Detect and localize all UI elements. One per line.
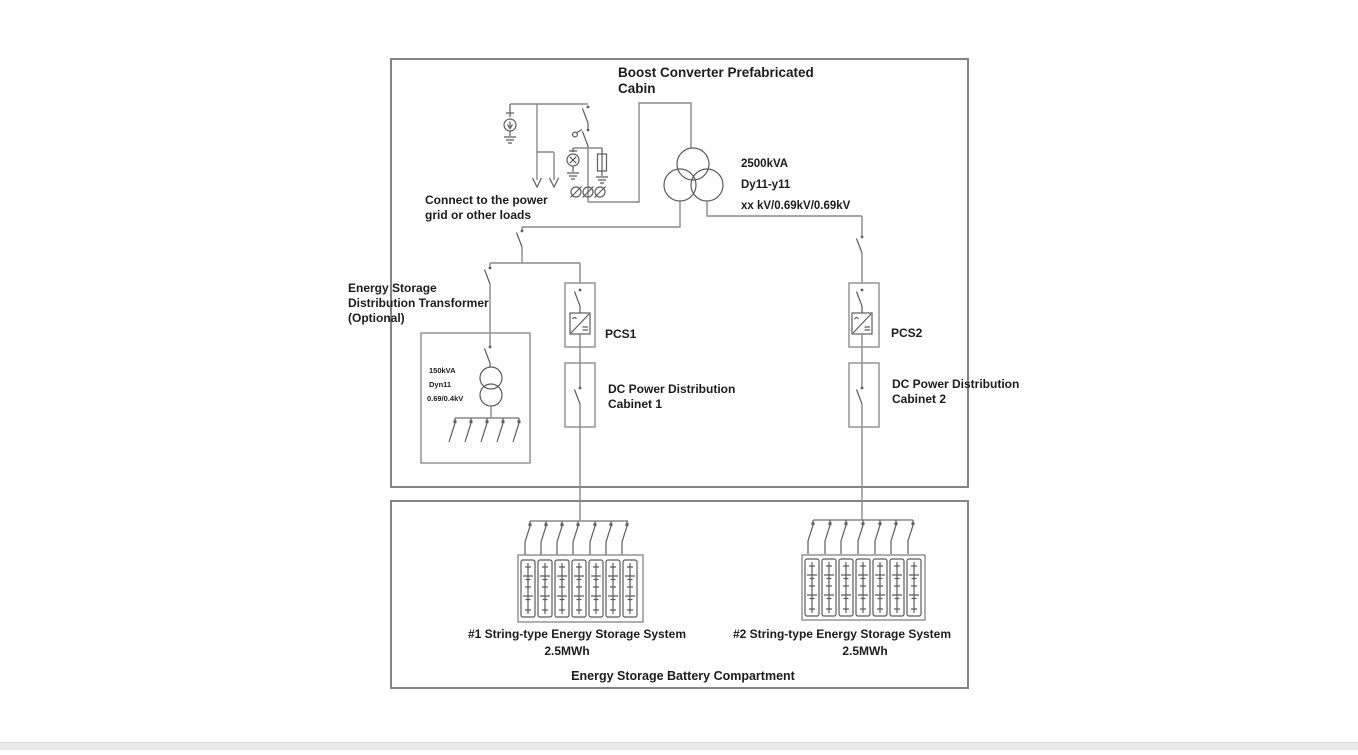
- dc-cabinet2-label-line1: DC Power Distribution: [892, 377, 1020, 391]
- pcs1-label: PCS1: [605, 327, 637, 341]
- bank2-label: #2 String-type Energy Storage System: [732, 627, 952, 641]
- optional-transformer-label-line2: Distribution Transformer: [348, 296, 489, 310]
- compartment-label: Energy Storage Battery Compartment: [571, 669, 795, 683]
- dc-cabinet1-label-line1: DC Power Distribution: [608, 382, 736, 396]
- optional-transformer-voltage: 0.69/0.4kV: [427, 394, 464, 403]
- dc-cabinet2-label-line2: Cabinet 2: [892, 392, 947, 406]
- grid-label-line2: grid or other loads: [425, 208, 532, 222]
- cabin-title-line1: Boost Converter Prefabricated: [618, 65, 814, 80]
- bank1-capacity: 2.5MWh: [544, 644, 590, 658]
- optional-transformer-rating: 150kVA: [429, 366, 456, 375]
- dc-cabinet1-label-line2: Cabinet 1: [608, 397, 663, 411]
- bank1-label: #1 String-type Energy Storage System: [467, 627, 687, 641]
- cabin-title-line2: Cabin: [618, 81, 656, 96]
- pcs2-label: PCS2: [891, 326, 923, 340]
- optional-transformer-label-line1: Energy Storage: [348, 281, 437, 295]
- page-edge-strip: [0, 742, 1358, 750]
- main-transformer-voltage: xx kV/0.69kV/0.69kV: [741, 200, 851, 212]
- main-transformer-rating: 2500kVA: [741, 158, 789, 170]
- main-transformer-vector-group: Dy11-y11: [741, 179, 791, 191]
- bank2-capacity: 2.5MWh: [842, 644, 888, 658]
- boost-cabin-boundary: [391, 59, 968, 487]
- optional-transformer-vector-group: Dyn11: [429, 380, 452, 389]
- optional-transformer-label-line3: (Optional): [348, 311, 405, 325]
- grid-label-line1: Connect to the power: [425, 193, 548, 207]
